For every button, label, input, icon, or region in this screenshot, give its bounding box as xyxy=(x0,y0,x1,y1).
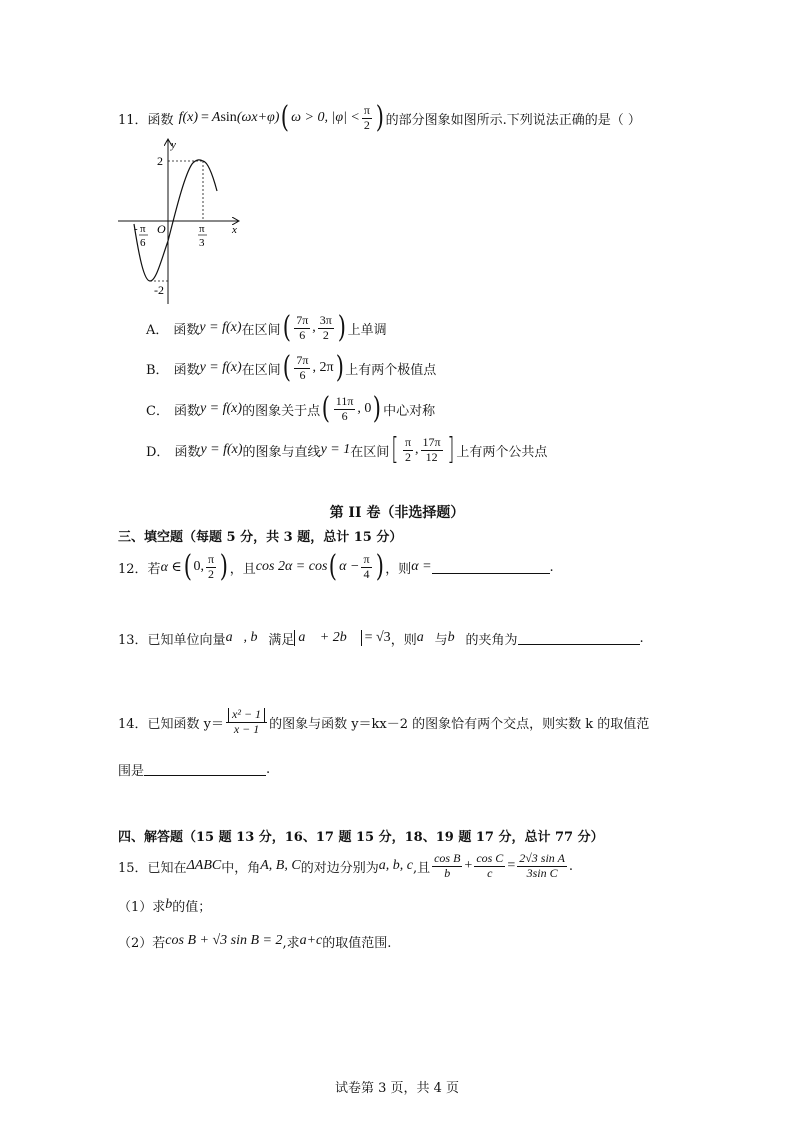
q11-stem: 11． 函数 f(x) = A sin (ωx+φ) ( ω > 0, |φ| < $\frac{\pi}{2}$ ) 的部分图象如图所示.下列说法正确的是（ ） xyxy=(118,100,641,135)
section-4-heading: 四、解答题（15 题 13 分，16、17 题 15 分，18、19 题 17 分，总计 77 分） xyxy=(118,830,604,845)
q15-stem: 15． 已知在 ΔABC 中，角 A, B, C 的对边分别为 a, b, c ,且 $\frac{\text{cos B}}{b}$ + $\frac{\text{cos C}}{c}$ = $\frac{\text{2√3 sin A}}{\text{3sin C}}$ . xyxy=(118,850,574,880)
q14-line2: 围是 . xyxy=(118,761,271,779)
neg-tick-sign: - xyxy=(134,223,138,235)
q11-cond-fraction: $\frac{\pi}{2}$ xyxy=(363,102,370,132)
sine-curve xyxy=(134,160,217,281)
pos-tick-num: π xyxy=(199,223,205,235)
pos-tick-den: 3 xyxy=(199,237,205,249)
page-footer: 试卷第 3 页，共 4 页 xyxy=(334,1081,460,1096)
origin-label: O xyxy=(157,222,166,236)
q11-number: 11． xyxy=(118,112,148,128)
q14-answer-blank[interactable] xyxy=(144,763,266,776)
q13-stem: 13． 已知单位向量 a⃗, b⃗ 满足 a⃗ + 2b⃗ = √3 ，则 a⃗ 与 b⃗ 的夹角为 . xyxy=(118,630,644,648)
q11-sine-graph xyxy=(112,136,247,308)
q12-stem: 12． 若 α ∈ ( 0, $\frac{\pi}{2}$ ) ，且 cos 2α = cos ( α − $\frac{\pi}{4}$ ) ，则 α = . xyxy=(118,549,554,584)
y-min-label: -2 xyxy=(154,283,164,297)
q13-answer-blank[interactable] xyxy=(518,632,640,645)
y-max-label: 2 xyxy=(157,154,163,168)
neg-tick-num: π xyxy=(140,223,146,235)
y-axis-label: y xyxy=(171,139,176,151)
section-ii-title: 第 II 卷（非选择题） xyxy=(329,505,465,521)
section-3-heading: 三、填空题（每题 5 分，共 3 题，总计 15 分） xyxy=(118,530,403,545)
q15-sub2: （2）若 cos B + √3 sin B = 2 ,求 a+c 的取值范围. xyxy=(118,933,392,951)
x-axis-label: x xyxy=(232,224,237,236)
q11-option-d: D． 函数 y = f(x) 的图象与直线 y = 1 在区间 [ $\frac{\pi}{2}$ , $\frac{17\pi}{12}$ ] 上有两个公共点 xyxy=(146,432,548,467)
q11-option-b: B． 函数 y = f(x) 在区间 ( $\frac{7\pi}{6}$ , 2π ) 上有两个极值点 xyxy=(146,350,437,385)
q14-stem: 14． 已知函数 y＝ $\frac{\text{x² − 1}}{x - 1}$ 的图象与函数 y＝kx－2 的图象恰有两个交点，则实数 k 的取值范 xyxy=(118,706,650,736)
q11-option-c: C． 函数 y = f(x) 的图象关于点 ( $\frac{11\pi}{6}$ , 0 ) 中心对称 xyxy=(146,391,436,426)
q14-fraction: $\frac{\text{x² − 1}}{x - 1}$ xyxy=(226,708,267,737)
q15-sub1: （1）求 b 的值； xyxy=(118,897,212,915)
q11-option-a: A． 函数 y = f(x) 在区间 ( $\frac{7\pi}{6}$ , $\frac{3\pi}{2}$ ) 上单调 xyxy=(146,310,387,345)
neg-tick-den: 6 xyxy=(140,237,146,249)
q12-answer-blank[interactable] xyxy=(432,561,550,574)
